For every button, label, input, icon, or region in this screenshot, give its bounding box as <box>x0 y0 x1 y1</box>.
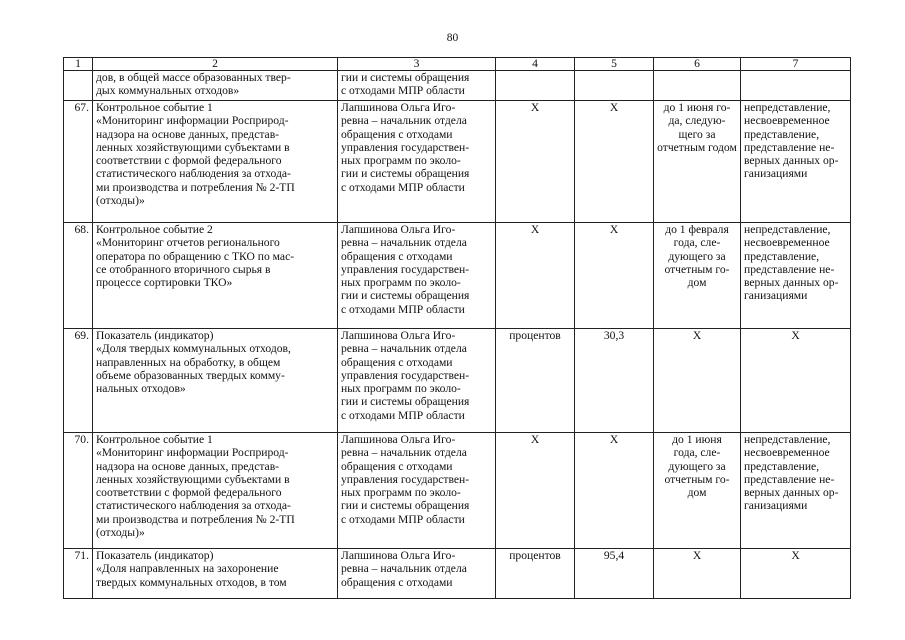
column-number-row <box>64 58 851 71</box>
column-number: 5 <box>575 58 654 71</box>
unit-cell: Х <box>496 223 575 329</box>
value-cell: Х <box>575 223 654 329</box>
table-row <box>64 329 851 433</box>
risks-cell: непредставление, несвоевременное представление, представление не- верных данных ор- ганизациями <box>741 433 851 549</box>
value-cell: 95,4 <box>575 549 654 599</box>
responsible-cell: Лапшинова Ольга Иго- ревна – начальник отдела обращения с отходами управления государствен- ных программ по эколо- гии и системы обращения с отходами МПР области <box>338 433 496 549</box>
responsible-cell: гии и системы обращения с отходами МПР области <box>338 71 496 101</box>
row-number-cell: 71. <box>64 549 93 599</box>
item-name-cell: Контрольное событие 1 «Мониторинг информации Росприрод- надзора на основе данных, представ- ленных хозяйствующими субъектами в соответствии с формой федерального статистического наблюдения за отхода- ми производства и потребления № 2-ТП (отходы)» <box>93 433 338 549</box>
column-number: 4 <box>496 58 575 71</box>
value-cell: Х <box>575 433 654 549</box>
item-name-cell: Контрольное событие 1 «Мониторинг информации Росприрод- надзора на основе данных, представ- ленных хозяйствующими субъектами в соответствии с формой федерального статистического наблюдения за отхода- ми производства и потребления № 2-ТП (отходы)» <box>93 101 338 223</box>
table-row <box>64 101 851 223</box>
table-row <box>64 223 851 329</box>
unit-cell: Х <box>496 101 575 223</box>
risks-cell: Х <box>741 549 851 599</box>
row-number-cell <box>64 71 93 101</box>
row-number-cell: 68. <box>64 223 93 329</box>
responsible-cell: Лапшинова Ольга Иго- ревна – начальник отдела обращения с отходами управления государствен- ных программ по эколо- гии и системы обращения с отходами МПР области <box>338 101 496 223</box>
responsible-cell: Лапшинова Ольга Иго- ревна – начальник отдела обращения с отходами управления государствен- ных программ по эколо- гии и системы обращения с отходами МПР области <box>338 223 496 329</box>
value-cell: Х <box>575 101 654 223</box>
risks-cell: Х <box>741 329 851 433</box>
unit-cell: Х <box>496 433 575 549</box>
item-name-cell: Контрольное событие 2 «Мониторинг отчетов регионального оператора по обращению с ТКО по мас- се отобранного вторичного сырья в процессе сортировки ТКО» <box>93 223 338 329</box>
value-cell: 30,3 <box>575 329 654 433</box>
column-number: 3 <box>338 58 496 71</box>
unit-cell <box>496 71 575 101</box>
table-row <box>64 433 851 549</box>
risks-cell <box>741 71 851 101</box>
row-number-cell: 69. <box>64 329 93 433</box>
row-number-cell: 67. <box>64 101 93 223</box>
deadline-cell: до 1 февраля года, сле- дующего за отчетным го- дом <box>654 223 741 329</box>
page-number: 80 <box>446 32 459 44</box>
risks-cell: непредставление, несвоевременное представление, представление не- верных данных ор- ганизациями <box>741 223 851 329</box>
program-table <box>63 57 851 599</box>
continuation-row <box>64 71 851 101</box>
column-number: 7 <box>741 58 851 71</box>
column-number: 2 <box>93 58 338 71</box>
deadline-cell: Х <box>654 549 741 599</box>
responsible-cell: Лапшинова Ольга Иго- ревна – начальник отдела обращения с отходами <box>338 549 496 599</box>
value-cell <box>575 71 654 101</box>
deadline-cell: Х <box>654 329 741 433</box>
unit-cell: процентов <box>496 549 575 599</box>
item-name-cell: дов, в общей массе образованных твер- дых коммунальных отходов» <box>93 71 338 101</box>
item-name-cell: Показатель (индикатор) «Доля твердых коммунальных отходов, направленных на обработку, в общем объеме образованных твердых комму- нальных отходов» <box>93 329 338 433</box>
row-number-cell: 70. <box>64 433 93 549</box>
table-row <box>64 549 851 599</box>
risks-cell: непредставление, несвоевременное представление, представление не- верных данных ор- ганизациями <box>741 101 851 223</box>
unit-cell: процентов <box>496 329 575 433</box>
column-number: 1 <box>64 58 93 71</box>
deadline-cell: до 1 июня го- да, следую- щего за отчетным годом <box>654 101 741 223</box>
responsible-cell: Лапшинова Ольга Иго- ревна – начальник отдела обращения с отходами управления государствен- ных программ по эколо- гии и системы обращения с отходами МПР области <box>338 329 496 433</box>
deadline-cell: до 1 июня года, сле- дующего за отчетным го- дом <box>654 433 741 549</box>
column-number: 6 <box>654 58 741 71</box>
item-name-cell: Показатель (индикатор) «Доля направленных на захоронение твердых коммунальных отходов, в том <box>93 549 338 599</box>
deadline-cell <box>654 71 741 101</box>
